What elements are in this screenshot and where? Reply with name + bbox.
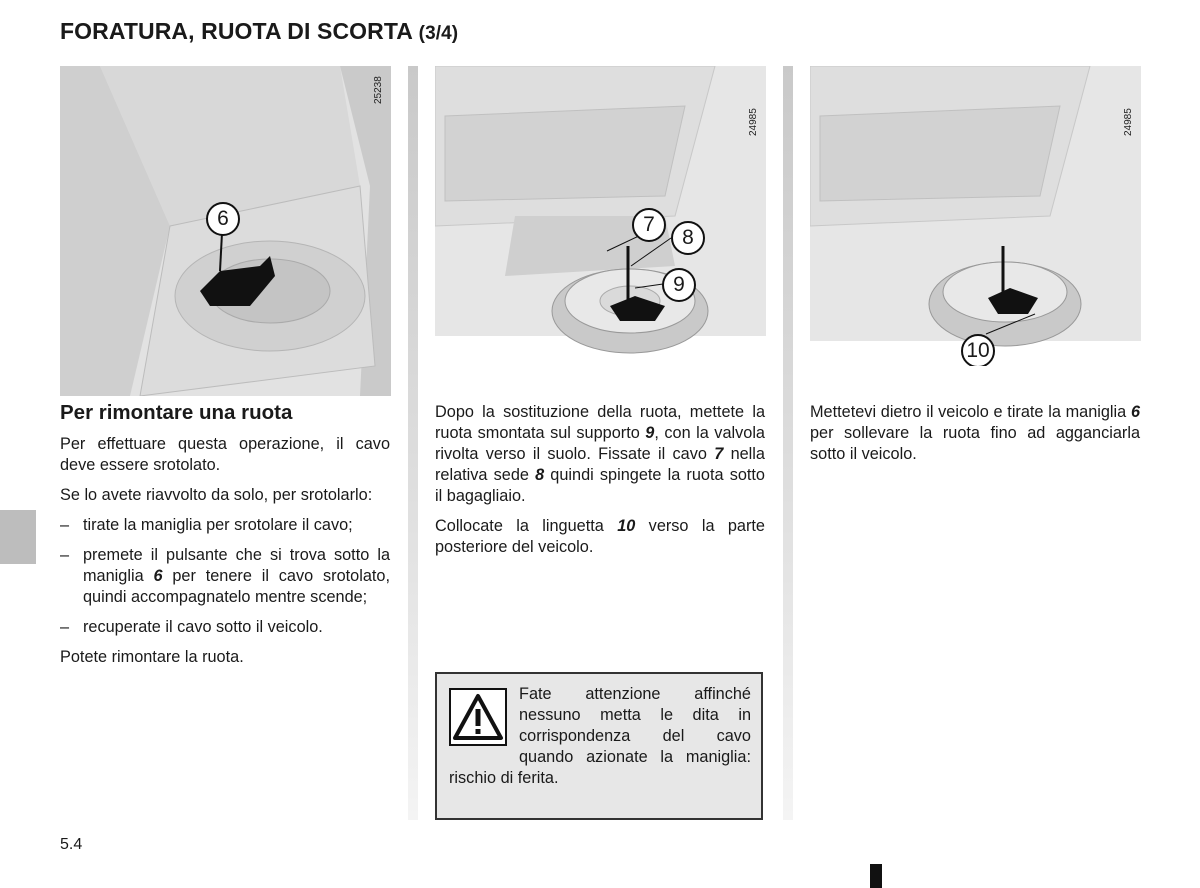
column-2-text: [435, 402, 765, 567]
list-item: – tirate la maniglia per srotolare il cavo;: [60, 515, 390, 536]
warning-message: Fate attenzione affinché nessuno metta le dita in corrispondenza del cavo quando azionate la maniglia: rischio di ferita.: [449, 685, 751, 787]
reference-number: 8: [535, 466, 545, 484]
page-edge-mark: [870, 864, 882, 888]
instruction-list: [60, 515, 390, 638]
paragraph: Collocate la linguetta 10 verso la parte posteriore del veicolo.: [435, 517, 765, 556]
page-title: [60, 18, 458, 45]
figure-wheel-lift: [810, 66, 1141, 366]
figure-code: 25238: [373, 76, 384, 104]
section-heading: Per rimontare una ruota: [60, 401, 293, 424]
reference-number: 7: [714, 445, 724, 463]
chapter-tab: [0, 510, 36, 564]
callout-7: 7: [632, 208, 666, 242]
figure-code: 24985: [748, 108, 759, 136]
column-1-text: [60, 402, 390, 677]
figure-code: 24985: [1123, 108, 1134, 136]
rear-wheel-illustration: [435, 66, 766, 356]
callout-9: 9: [662, 268, 696, 302]
warning-box: [435, 672, 763, 820]
paragraph: Per effettuare questa operazione, il cavo deve essere srotolato.: [60, 435, 390, 474]
column-divider: [408, 66, 418, 820]
title-main: FORATURA, RUOTA DI SCORTA: [60, 18, 413, 44]
column-divider: [783, 66, 793, 820]
paragraph: Potete rimontare la ruota.: [60, 648, 244, 666]
callout-6: 6: [206, 202, 240, 236]
paragraph: Se lo avete riavvolto da solo, per srotolarlo:: [60, 486, 373, 504]
reference-number: 6: [153, 567, 163, 585]
page-number: 5.4: [60, 836, 83, 853]
column-3-text: [810, 402, 1140, 474]
warning-triangle-icon: [449, 688, 507, 746]
list-item: – recuperate il cavo sotto il veicolo.: [60, 617, 390, 638]
callout-10: 10: [961, 334, 995, 366]
list-item: – premete il pulsante che si trova sotto la maniglia 6 per tenere il cavo srotolato, quindi accompagnatelo mentre scende;: [60, 545, 390, 608]
title-suffix: (3/4): [418, 23, 459, 44]
paragraph: Dopo la sostituzione della ruota, mettete la ruota smontata sul supporto 9, con la valvola rivolta verso il suolo. Fissate il cavo 7 nella relativa sede 8 quindi spingete la ruota sotto il bagagliaio.: [435, 403, 765, 505]
figure-trunk-handle: [60, 66, 391, 396]
reference-number: 9: [645, 424, 655, 442]
reference-number: 6: [1130, 403, 1140, 421]
callout-8: 8: [671, 221, 705, 255]
lift-wheel-illustration: [810, 66, 1141, 366]
figure-wheel-support: [435, 66, 766, 356]
reference-number: 10: [617, 517, 636, 535]
warning-text: [449, 684, 751, 789]
paragraph: Mettetevi dietro il veicolo e tirate la maniglia 6 per sollevare la ruota fino ad agganciarla sotto il veicolo.: [810, 403, 1140, 463]
